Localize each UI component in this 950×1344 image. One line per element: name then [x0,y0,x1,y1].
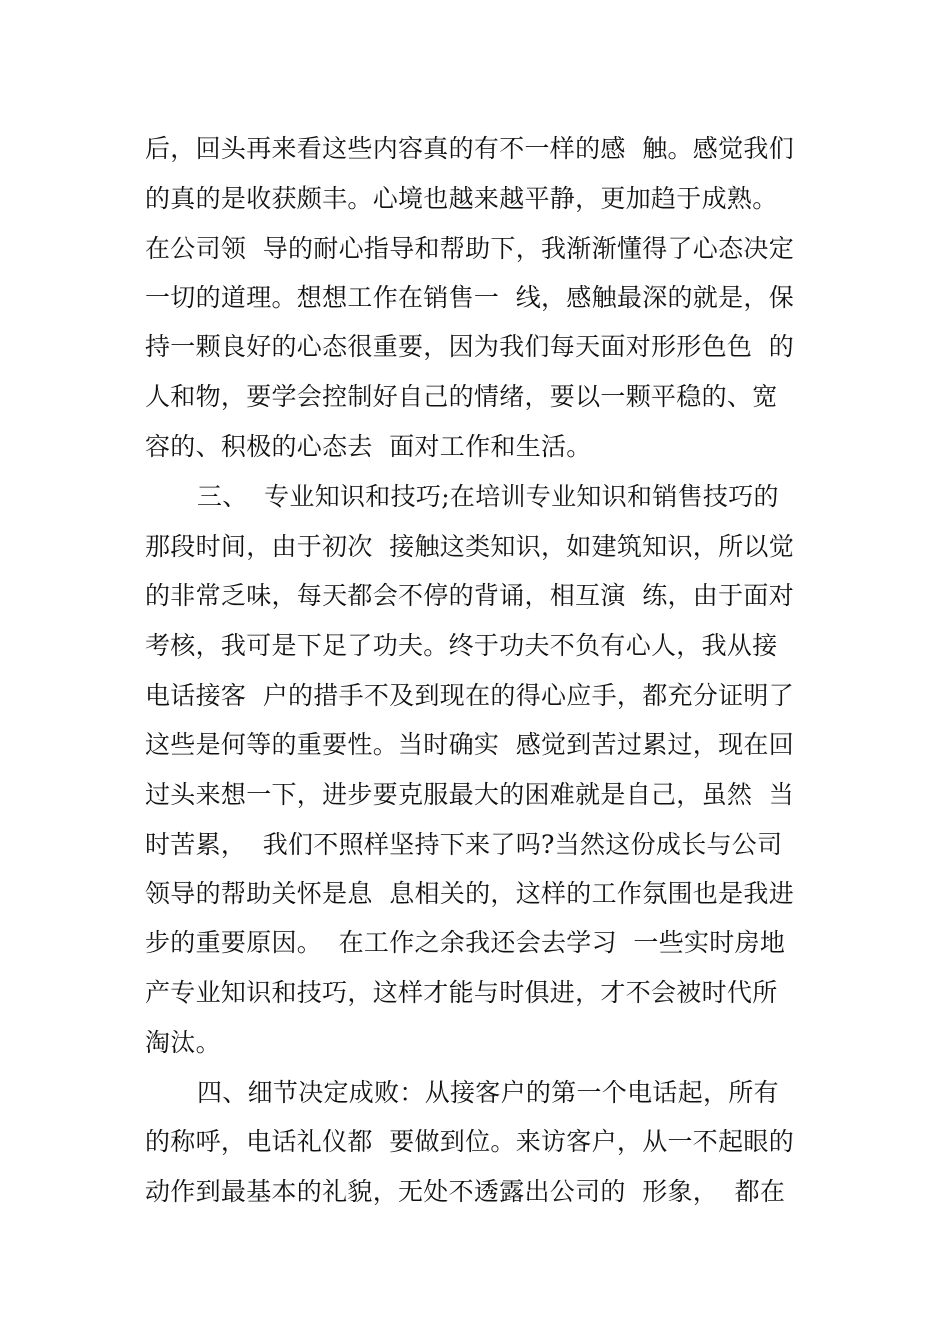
text-line: 在公司领 导的耐心指导和帮助下，我渐渐懂得了心态决定 [145,234,794,263]
text-line: 一切的道理。想想工作在销售一 线，感触最深的就是，保 [145,283,794,312]
text-line: 淘汰。 [145,1028,221,1057]
text-line: 持一颗良好的心态很重要，因为我们每天面对形形色色 的 [145,332,794,361]
text-line: 步的重要原因。 在工作之余我还会去学习 一些实时房地 [145,928,786,957]
text-line: 领导的帮助关怀是息 息相关的，这样的工作氛围也是我进 [145,879,794,908]
text-line: 人和物，要学会控制好自己的情绪，要以一颗平稳的、宽 [145,382,778,411]
text-line: 动作到最基本的礼貌，无处不透露出公司的 形象， 都在 [145,1177,786,1206]
text-line: 时苦累， 我们不照样坚持下来了吗?当然这份成长与公司 [145,830,783,859]
paragraph-first-line: 四、细节决定成败：从接客户的第一个电话起，所有 [197,1078,779,1107]
text-line: 那段时间，由于初次 接触这类知识，如建筑知识，所以觉 [145,532,794,561]
text-line: 过头来想一下，进步要克服最大的困难就是自己，虽然 当 [145,780,794,809]
paragraph-first-line: 三、 专业知识和技巧;在培训专业知识和销售技巧的 [197,482,779,511]
text-line: 的称呼，电话礼仪都 要做到位。来访客户，从一不起眼的 [145,1127,794,1156]
text-line: 这些是何等的重要性。当时确实 感觉到苦过累过，现在回 [145,730,794,759]
text-line: 容的、积极的心态去 面对工作和生活。 [145,432,592,461]
text-line: 考核，我可是下足了功夫。终于功夫不负有心人，我从接 [145,631,778,660]
text-line: 电话接客 户的措手不及到现在的得心应手，都充分证明了 [145,681,794,710]
text-line: 产专业知识和技巧，这样才能与时俱进，才不会被时代所 [145,978,778,1007]
text-line: 的非常乏味，每天都会不停的背诵，相互演 练，由于面对 [145,581,794,610]
text-line: 的真的是收获颇丰。心境也越来越平静，更加趋于成熟。 [145,184,778,213]
text-line: 后，回头再来看这些内容真的有不一样的感 触。感觉我们 [145,134,794,163]
